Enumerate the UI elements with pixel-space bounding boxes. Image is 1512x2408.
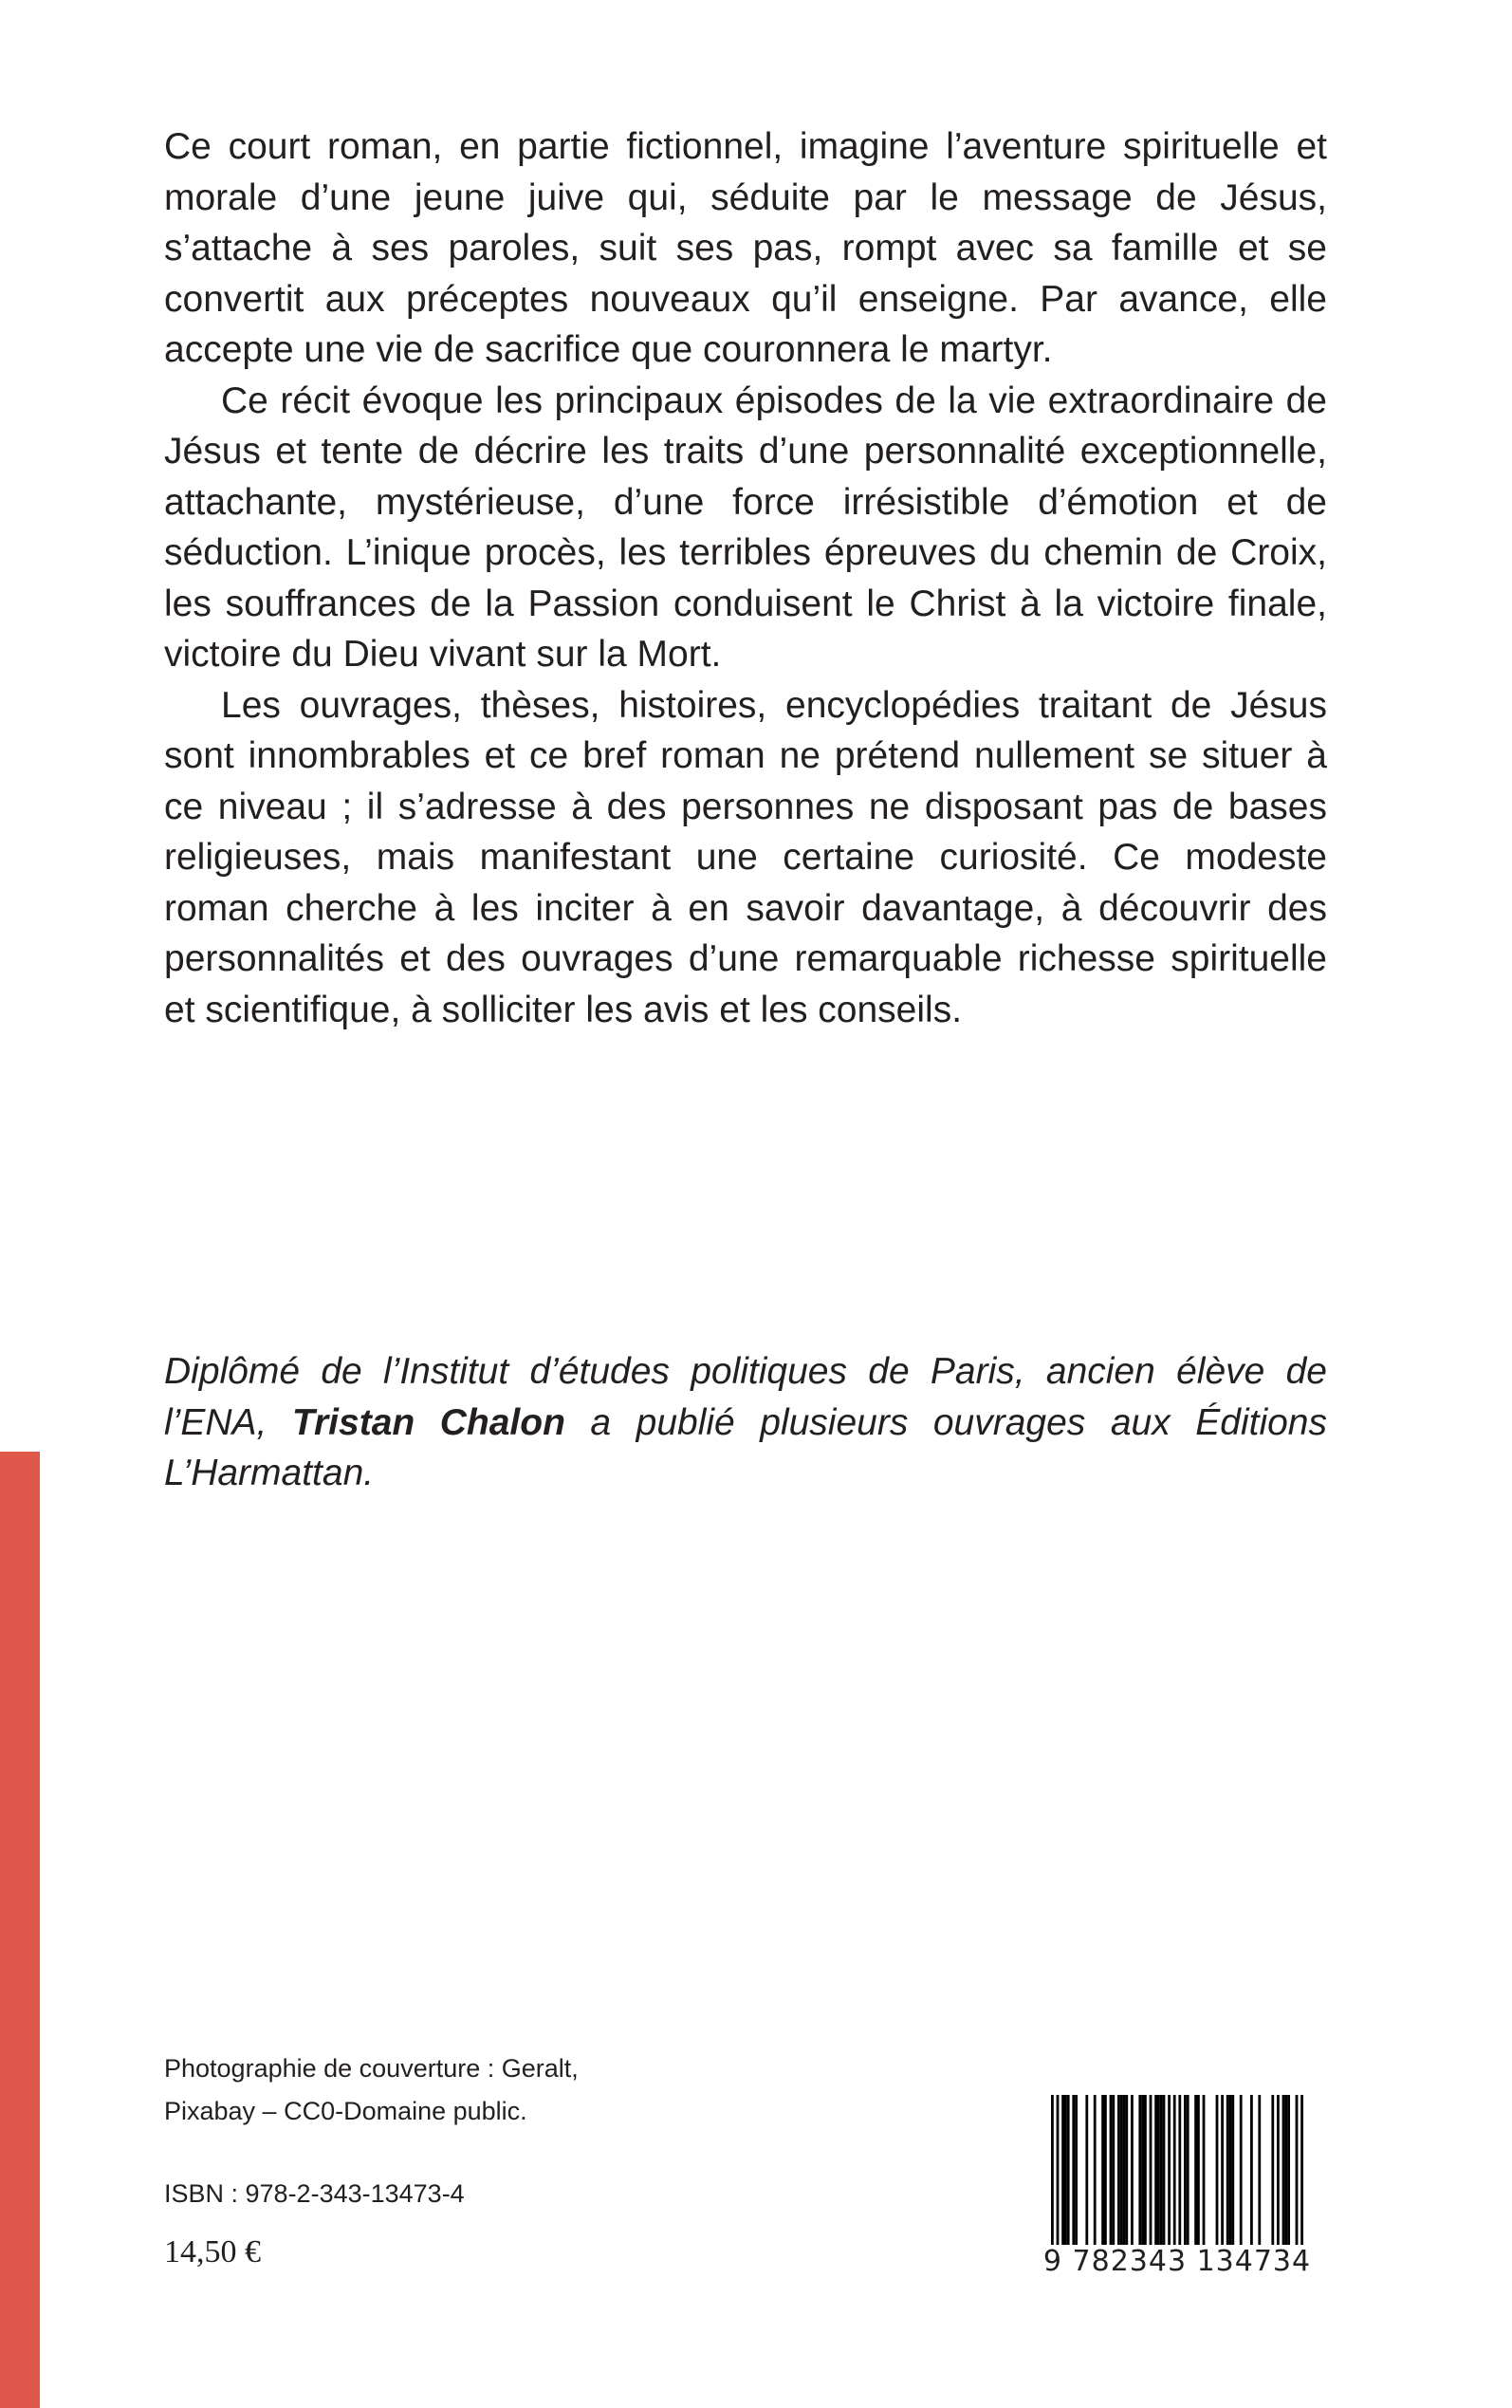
blurb-paragraph-3: Les ouvrages, thèses, histoires, encyclopédies traitant de Jésus sont innombrables et ce bref roman ne prétend nullement se situer à ce niveau ; il s’adresse à des personnes ne disposant pas de bases religieuses, mais manifestant une certaine curiosité. Ce modeste roman cherche à les inciter à en savoir davantage, à découvrir des personnalités et des ouvrages d’une remarquable richesse spirituelle et scientifique, à solliciter les avis et les conseils. xyxy=(164,684,1327,1030)
barcode-bar xyxy=(1154,2095,1157,2245)
photo-credit-line-2: Pixabay – CC0-Domaine public. xyxy=(164,2097,527,2125)
barcode-bar xyxy=(1226,2095,1229,2245)
barcode-bar xyxy=(1131,2095,1134,2245)
barcode-bars xyxy=(1038,2095,1317,2254)
barcode-bar xyxy=(1144,2095,1147,2245)
barcode-bar xyxy=(1221,2095,1224,2245)
barcode-bar xyxy=(1187,2095,1189,2245)
isbn: ISBN : 978-2-343-13473-4 xyxy=(164,2179,465,2208)
barcode-bar xyxy=(1250,2095,1253,2245)
back-cover-blurb xyxy=(164,121,1327,1035)
barcode-bar xyxy=(1296,2095,1299,2254)
barcode-bar xyxy=(1075,2095,1078,2245)
barcode-bar xyxy=(1178,2095,1181,2254)
barcode-bar xyxy=(1163,2095,1166,2245)
blurb-paragraph-1: Ce court roman, en partie fictionnel, imagine l’aventure spirituelle et morale d’une jeune juive qui, séduite par le message de Jésus, s’attache à ses paroles, suit ses pas, rompt avec sa famille et se convertit aux préceptes nouveaux qu’il enseigne. Par avance, elle accepte une vie de sacrifice que couronnera le martyr. xyxy=(164,126,1327,370)
barcode-bar xyxy=(1231,2095,1234,2245)
barcode-bar xyxy=(1300,2095,1303,2254)
barcode-bar xyxy=(1203,2095,1206,2245)
barcode-bar xyxy=(1110,2095,1113,2245)
barcode-bar xyxy=(1094,2095,1097,2245)
barcode-bar xyxy=(1125,2095,1128,2245)
barcode-bar xyxy=(1123,2095,1126,2245)
barcode-bar xyxy=(1051,2095,1054,2254)
barcode-bar xyxy=(1072,2095,1075,2245)
barcode-bar xyxy=(1061,2095,1064,2245)
author-bio-outro: a publié plusieurs ouvrages aux Éditions L’Harmattan. xyxy=(164,1401,1327,1493)
barcode-bar xyxy=(1271,2095,1274,2245)
barcode-bar xyxy=(1277,2095,1280,2245)
barcode-bar xyxy=(1282,2095,1285,2245)
barcode-bar xyxy=(1173,2095,1176,2254)
barcode-bar xyxy=(1160,2095,1163,2245)
author-name: Tristan Chalon xyxy=(291,1401,565,1443)
author-bio-intro: Diplômé de l’Institut d’études politiques de Paris, ancien élève de l’ENA, xyxy=(164,1351,1327,1443)
barcode-bar xyxy=(1101,2095,1104,2245)
barcode-bar xyxy=(1157,2095,1160,2245)
barcode-bar xyxy=(1287,2095,1290,2245)
barcode-bar xyxy=(1064,2095,1067,2245)
barcode-bar xyxy=(1229,2095,1232,2245)
barcode-bar xyxy=(1240,2095,1243,2245)
barcode-bar xyxy=(1104,2095,1107,2245)
barcode-bar xyxy=(1120,2095,1123,2245)
barcode-bar xyxy=(1085,2095,1088,2245)
barcode-bar xyxy=(1216,2095,1219,2245)
price: 14,50 € xyxy=(164,2234,261,2269)
barcode-bar xyxy=(1057,2095,1060,2254)
barcode-bar xyxy=(1112,2095,1115,2245)
photo-credit-line-1: Photographie de couverture : Geralt, xyxy=(164,2054,579,2083)
barcode-bar xyxy=(1197,2095,1200,2245)
barcode-bar xyxy=(1141,2095,1144,2245)
barcode xyxy=(1038,2095,1317,2285)
barcode-bar xyxy=(1168,2095,1171,2245)
barcode-digits: 9 782343 134734 xyxy=(1038,2245,1317,2279)
accent-side-bar xyxy=(0,1452,40,2408)
barcode-bar xyxy=(1284,2095,1287,2245)
barcode-bar xyxy=(1258,2095,1261,2245)
photo-credit xyxy=(164,2047,828,2133)
barcode-bar xyxy=(1138,2095,1141,2245)
barcode-bar xyxy=(1184,2095,1187,2245)
blurb-paragraph-2: Ce récit évoque les principaux épisodes de la vie extraordinaire de Jésus et tente de décrire les traits d’une personnalité exceptionnelle, attachante, mystérieuse, d’une force irrésistible d’émotion et de séduction. L’inique procès, les terribles épreuves du chemin de Croix, les souffrances de la Passion conduisent le Christ à la victoire finale, victoire du Dieu vivant sur la Mort. xyxy=(164,380,1327,675)
barcode-bar xyxy=(1067,2095,1070,2245)
barcode-bar xyxy=(1194,2095,1197,2245)
barcode-bar xyxy=(1117,2095,1120,2245)
author-bio xyxy=(164,1346,1327,1499)
barcode-bar xyxy=(1150,2095,1152,2245)
